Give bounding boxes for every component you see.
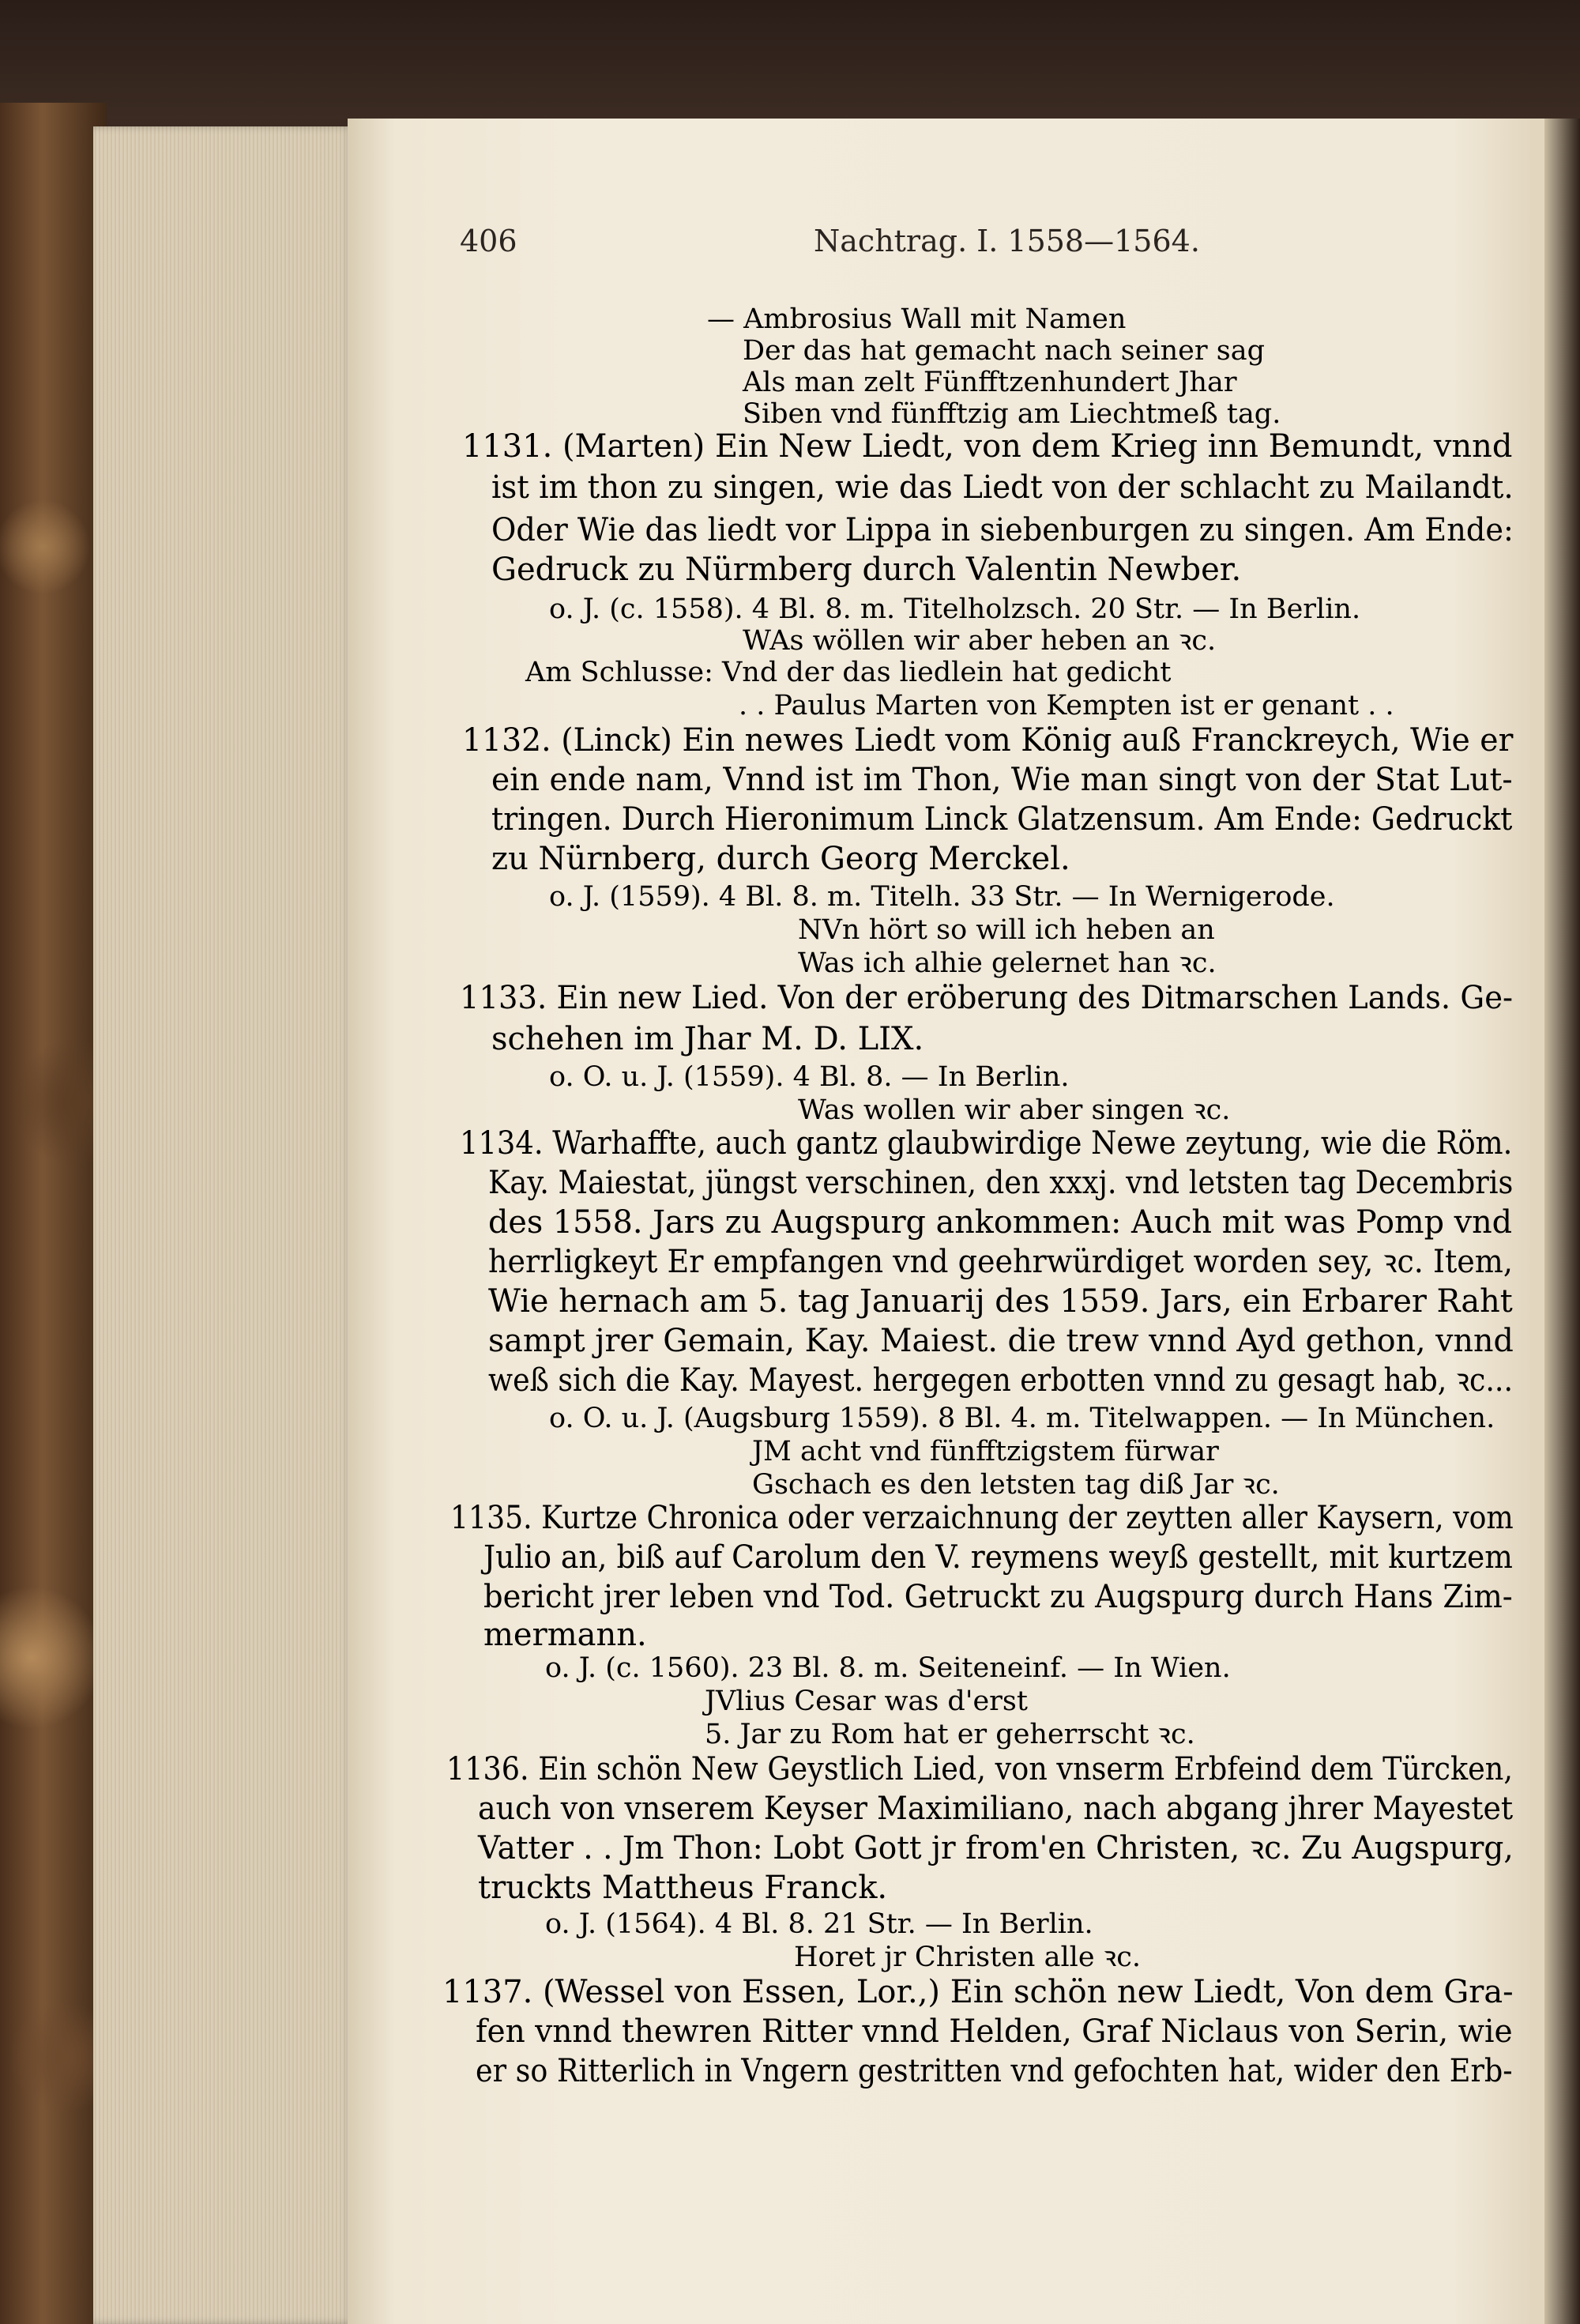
entry-1137: 1137. (Wessel von Essen, Lor.,) Ein schön new Liedt, Von dem Gra- [442,1974,1514,2010]
text-line: truckts Mattheus Franck. [478,1870,888,1906]
text-line: o. J. (c. 1560). 23 Bl. 8. m. Seiteneinf. — In Wien. [545,1652,1231,1684]
entry-1135: 1135. Kurtze Chronica oder verzaichnung der zeytten aller Kaysern, vom [450,1500,1514,1536]
entry-1131: 1131. (Marten) Ein New Liedt, von dem Krieg inn Bemundt, vnnd [462,428,1513,465]
text-line: Was ich alhie gelernet han ꝛc. [798,947,1217,979]
text-line: Siben vnd fünfftzig am Liechtmeß tag. [743,398,1281,430]
text-line: mermann. [483,1617,647,1653]
text-line: o. O. u. J. (Augsburg 1559). 8 Bl. 4. m. Titelwappen. — In München. [549,1403,1495,1434]
text-line: . . Paulus Marten von Kempten ist er genant . . [739,690,1394,721]
text-line: o. O. u. J. (1559). 4 Bl. 8. — In Berlin. [549,1061,1070,1093]
text-line: WAs wöllen wir aber heben an ꝛc. [743,625,1217,657]
text-line: ein ende nam, Vnnd ist im Thon, Wie man singt von der Stat Lut- [491,762,1513,798]
text-line: weß sich die Kay. Mayest. hergegen erbotten vnnd zu gesagt hab, ꝛc... [488,1362,1514,1399]
text-line: JM acht vnd fünfftzigstem fürwar [752,1436,1219,1467]
book-cover-edge [0,103,107,2324]
text-line: Gedruck zu Nürmberg durch Valentin Newber. [491,552,1242,588]
running-title: Nachtrag. I. 1558—1564. [814,224,1200,258]
page-stack [93,126,354,2324]
text-line: Was wollen wir aber singen ꝛc. [798,1094,1231,1126]
text-line: Der das hat gemacht nach seiner sag [743,335,1265,367]
text-line: o. J. (c. 1558). 4 Bl. 8. m. Titelholzsch. 20 Str. — In Berlin. [549,593,1361,625]
text-line: auch von vnserem Keyser Maximiliano, nach abgang jhrer Mayestet [478,1791,1514,1827]
entry-1136: 1136. Ein schön New Geystlich Lied, von vnserm Erbfeind dem Türcken, [446,1751,1513,1787]
text-line: NVn hört so will ich heben an [798,914,1215,946]
entry-1132: 1132. (Linck) Ein newes Liedt vom König auß Franckreych, Wie er [462,722,1514,759]
entry-1133: 1133. Ein new Lied. Von der eröberung des Ditmarschen Lands. Ge- [460,980,1514,1016]
text-line: schehen im Jhar M. D. LIX. [491,1021,924,1057]
text-line: Wie hernach am 5. tag Januarij des 1559. Jars, ein Erbarer Raht [488,1283,1513,1320]
text-line: o. J. (1564). 4 Bl. 8. 21 Str. — In Berlin. [545,1908,1093,1940]
text-line: fen vnnd thewren Ritter vnnd Helden, Graf Niclaus von Serin, wie [476,2013,1513,2050]
text-line: JVlius Cesar was d'erst [705,1686,1028,1717]
text-line: tringen. Durch Hieronimum Linck Glatzensum. Am Ende: Gedruckt [491,801,1513,838]
text-line: Am Schlusse: Vnd der das liedlein hat gedicht [525,657,1172,688]
text-line: Julio an, biß auf Carolum den V. reymens weyß gestellt, mit kurtzem [483,1539,1513,1576]
text-line: Oder Wie das liedt vor Lippa in siebenburgen zu singen. Am Ende: [491,512,1514,548]
text-line: 5. Jar zu Rom hat er geherrscht ꝛc. [705,1719,1195,1750]
page-number: 406 [460,224,517,258]
text-line: o. J. (1559). 4 Bl. 8. m. Titelh. 33 Str. — In Wernigerode. [549,881,1335,913]
entry-1134: 1134. Warhaffte, auch gantz glaubwirdige Newe zeytung, wie die Röm. [460,1125,1513,1162]
text-line: er so Ritterlich in Vngern gestritten vnd gefochten hat, wider den Erb- [476,2053,1513,2089]
text-line: herrligkeyt Er empfangen vnd geehrwürdiget worden sey, ꝛc. Item, [488,1244,1513,1280]
text-line: — Ambrosius Wall mit Namen [707,303,1127,335]
text-line: Als man zelt Fünfftzenhundert Jhar [743,367,1237,398]
text-line: des 1558. Jars zu Augspurg ankommen: Auch mit was Pomp vnd [488,1204,1513,1241]
page-right-edge [1544,119,1580,2324]
text-line: ist im thon zu singen, wie das Liedt von der schlacht zu Mailandt. [491,469,1514,506]
text-line: Kay. Maiestat, jüngst verschinen, den xxxj. vnd letsten tag Decembris [488,1165,1514,1201]
text-line: Horet jr Christen alle ꝛc. [794,1942,1141,1973]
background-top [0,0,1580,119]
text-line: sampt jrer Gemain, Kay. Maiest. die trew vnnd Ayd gethon, vnnd [488,1323,1514,1359]
text-line: zu Nürnberg, durch Georg Merckel. [491,841,1070,877]
text-line: Gschach es den letsten tag diß Jar ꝛc. [752,1469,1280,1501]
text-line: Vatter . . Jm Thon: Lobt Gott jr from'en Christen, ꝛc. Zu Augspurg, [478,1830,1514,1866]
text-line: bericht jrer leben vnd Tod. Getruckt zu Augspurg durch Hans Zim- [483,1579,1513,1615]
